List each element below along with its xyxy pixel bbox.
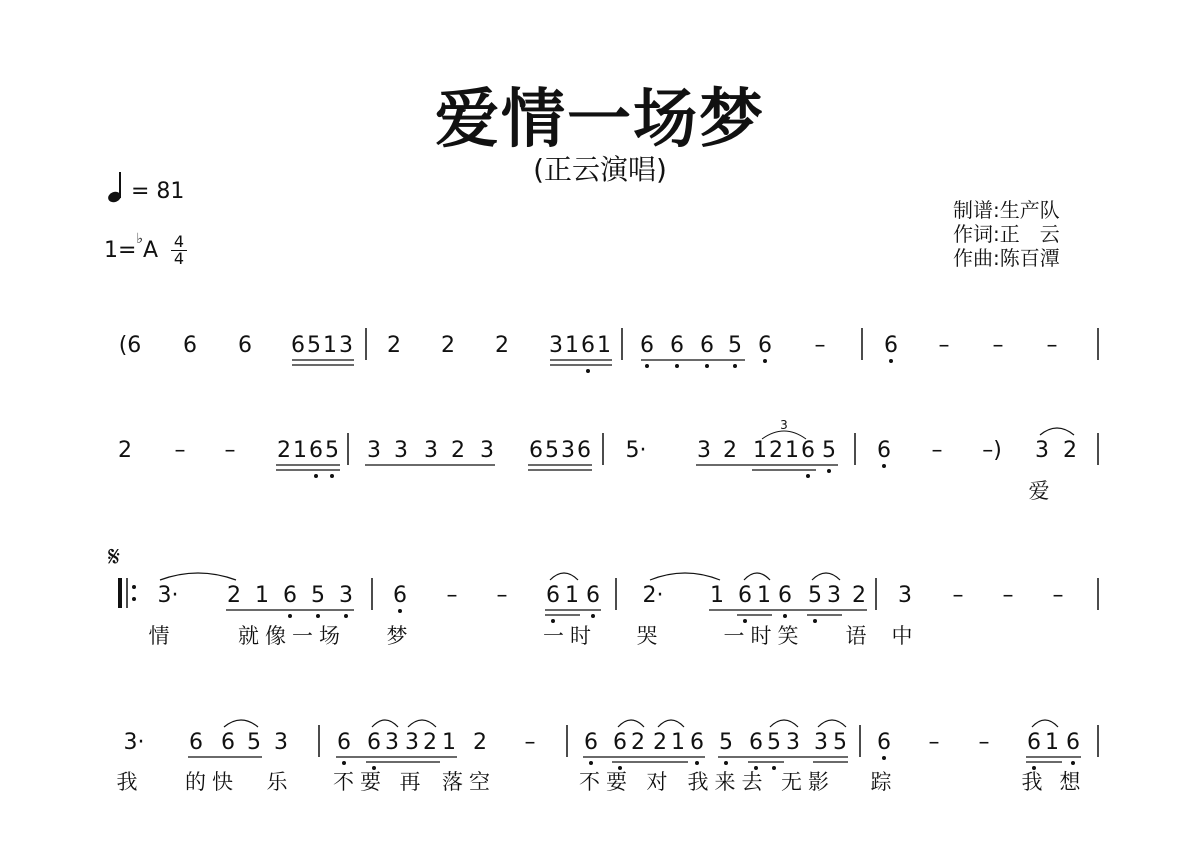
note-3-24: 5	[833, 730, 847, 755]
note-0-18: 6	[758, 333, 772, 358]
slur-arc	[658, 720, 684, 727]
note-1-2: –	[224, 438, 236, 463]
low-octave-dot	[344, 614, 348, 618]
note-0-12: 6	[581, 333, 595, 358]
credit-composer: 作曲:陈百潭	[953, 246, 1060, 270]
low-octave-dot	[589, 761, 593, 765]
note-0-19: –	[814, 333, 826, 358]
slur-arc	[1040, 428, 1074, 435]
note-3-26: –	[928, 730, 940, 755]
note-3-8: 3	[405, 730, 419, 755]
note-2-3: 6	[283, 583, 297, 608]
low-octave-dot	[763, 359, 767, 363]
note-0-3: 6	[291, 333, 305, 358]
slur-arc	[372, 720, 398, 727]
low-octave-dot	[314, 474, 318, 478]
repeat-dot	[132, 585, 136, 589]
note-1-20: 2	[769, 438, 783, 463]
note-0-5: 1	[323, 333, 337, 358]
note-1-16: 5·	[625, 438, 647, 463]
triplet-label: 3	[780, 418, 788, 432]
meter-top: 4	[173, 232, 185, 251]
meter-bottom: 4	[173, 249, 185, 268]
low-octave-dot	[806, 474, 810, 478]
low-octave-dot	[772, 766, 776, 770]
note-3-23: 3	[814, 730, 828, 755]
lyric-3-11: 我	[1021, 770, 1049, 794]
low-octave-dot	[586, 369, 590, 373]
note-3-11: 2	[473, 730, 487, 755]
low-octave-dot	[783, 614, 787, 618]
slur-arc	[618, 720, 644, 727]
note-3-2: 6	[221, 730, 235, 755]
lyric-3-6: 不要	[579, 770, 633, 794]
lyric-3-7: 对	[646, 770, 674, 794]
low-octave-dot	[695, 761, 699, 765]
flat-sign: ♭	[136, 231, 144, 247]
note-3-16: 2	[653, 730, 667, 755]
note-1-25: –	[931, 438, 943, 463]
note-2-11: 6	[586, 583, 600, 608]
lyric-2-6: 语	[845, 624, 873, 648]
slur-arc	[650, 573, 720, 580]
note-3-21: 5	[767, 730, 781, 755]
note-0-16: 6	[700, 333, 714, 358]
lyric-2-3: 一时	[543, 624, 597, 648]
note-0-13: 1	[597, 333, 611, 358]
note-1-12: 6	[529, 438, 543, 463]
note-2-23: –	[1052, 583, 1064, 608]
song-subtitle: (正云演唱)	[533, 153, 667, 186]
note-3-5: 6	[337, 730, 351, 755]
note-3-29: 1	[1045, 730, 1059, 755]
note-0-17: 5	[728, 333, 742, 358]
note-1-24: 6	[877, 438, 891, 463]
low-octave-dot	[645, 364, 649, 368]
note-1-23: 5	[822, 438, 836, 463]
note-3-19: 5	[719, 730, 733, 755]
note-2-0: 3·	[157, 583, 179, 608]
note-1-15: 6	[577, 438, 591, 463]
song-title: 爱情一场梦	[435, 83, 765, 157]
note-0-2: 6	[238, 333, 252, 358]
note-0-20: 6	[884, 333, 898, 358]
lyric-2-0: 情	[148, 624, 176, 648]
note-0-10: 3	[549, 333, 563, 358]
note-1-11: 3	[480, 438, 494, 463]
note-1-13: 5	[545, 438, 559, 463]
note-2-19: 2	[852, 583, 866, 608]
note-3-27: –	[978, 730, 990, 755]
lyric-2-1: 就像一场	[238, 624, 346, 648]
note-0-21: –	[938, 333, 950, 358]
note-3-1: 6	[189, 730, 203, 755]
note-2-5: 3	[339, 583, 353, 608]
note-0-23: –	[1046, 333, 1058, 358]
note-1-8: 3	[394, 438, 408, 463]
note-3-30: 6	[1066, 730, 1080, 755]
note-3-25: 6	[877, 730, 891, 755]
note-1-19: 1	[753, 438, 767, 463]
note-2-8: –	[496, 583, 508, 608]
low-octave-dot	[882, 756, 886, 760]
note-2-13: 1	[710, 583, 724, 608]
note-2-7: –	[446, 583, 458, 608]
repeat-start-thick	[118, 578, 122, 608]
note-3-3: 5	[247, 730, 261, 755]
lyric-3-10: 踪	[870, 770, 898, 794]
note-1-0: 2	[118, 438, 132, 463]
note-3-20: 6	[749, 730, 763, 755]
slur-arc	[408, 720, 436, 727]
note-2-12: 2·	[642, 583, 664, 608]
note-1-9: 3	[424, 438, 438, 463]
note-2-4: 5	[311, 583, 325, 608]
slur-arc	[1032, 720, 1058, 727]
lyric-2-7: 中	[891, 624, 919, 648]
note-2-21: –	[952, 583, 964, 608]
low-octave-dot	[1071, 761, 1075, 765]
note-1-21: 1	[785, 438, 799, 463]
note-3-12: –	[524, 730, 536, 755]
note-2-15: 1	[757, 583, 771, 608]
note-0-11: 1	[565, 333, 579, 358]
note-0-1: 6	[183, 333, 197, 358]
low-octave-dot	[330, 474, 334, 478]
note-0-14: 6	[640, 333, 654, 358]
note-0-9: 2	[495, 333, 509, 358]
note-0-7: 2	[387, 333, 401, 358]
note-3-22: 3	[786, 730, 800, 755]
note-3-9: 2	[423, 730, 437, 755]
note-2-18: 3	[827, 583, 841, 608]
note-0-15: 6	[670, 333, 684, 358]
note-1-28: 2	[1063, 438, 1077, 463]
note-1-4: 1	[293, 438, 307, 463]
credit-lyricist: 作词:正 云	[953, 222, 1060, 246]
low-octave-dot	[733, 364, 737, 368]
note-2-20: 3	[898, 583, 912, 608]
low-octave-dot	[882, 464, 886, 468]
tempo-value: = 81	[131, 179, 185, 204]
note-1-3: 2	[277, 438, 291, 463]
note-1-10: 2	[451, 438, 465, 463]
note-3-28: 6	[1027, 730, 1041, 755]
note-1-5: 6	[309, 438, 323, 463]
slur-arc	[224, 720, 258, 727]
note-2-6: 6	[393, 583, 407, 608]
credit-arranger: 制谱:生产队	[953, 198, 1060, 222]
note-3-7: 3	[385, 730, 399, 755]
note-0-8: 2	[441, 333, 455, 358]
note-3-18: 6	[690, 730, 704, 755]
note-1-1: –	[174, 438, 186, 463]
lyric-2-2: 梦	[386, 624, 414, 648]
note-0-4: 5	[307, 333, 321, 358]
note-1-18: 2	[723, 438, 737, 463]
low-octave-dot	[827, 469, 831, 473]
lyric-3-9: 无影	[781, 770, 835, 794]
slur-arc	[818, 720, 846, 727]
note-0-22: –	[992, 333, 1004, 358]
note-3-6: 6	[367, 730, 381, 755]
note-1-22: 6	[801, 438, 815, 463]
lyric-3-1: 的快	[185, 770, 239, 794]
low-octave-dot	[705, 364, 709, 368]
low-octave-dot	[288, 614, 292, 618]
low-octave-dot	[551, 619, 555, 623]
note-0-6: 3	[339, 333, 353, 358]
note-2-14: 6	[738, 583, 752, 608]
slur-arc	[160, 573, 236, 580]
low-octave-dot	[316, 614, 320, 618]
key-letter: A	[143, 238, 159, 263]
lyric-3-3: 不要	[333, 770, 387, 794]
note-2-22: –	[1002, 583, 1014, 608]
slur-arc	[744, 573, 770, 580]
note-1-26: –)	[982, 438, 1002, 463]
note-2-1: 2	[227, 583, 241, 608]
lyric-3-0: 我	[116, 770, 144, 794]
note-1-17: 3	[697, 438, 711, 463]
low-octave-dot	[813, 619, 817, 623]
note-3-13: 6	[584, 730, 598, 755]
note-1-14: 3	[561, 438, 575, 463]
note-0-0: (6	[118, 333, 142, 358]
lyric-2-4: 哭	[636, 624, 664, 648]
low-octave-dot	[724, 761, 728, 765]
lyric-3-5: 落空	[442, 770, 496, 794]
segno-sign: 𝄋	[108, 540, 121, 573]
repeat-dot	[132, 597, 136, 601]
slur-arc	[550, 573, 578, 580]
lyric-3-2: 乐	[266, 770, 294, 794]
lyric-1-0: 爱	[1028, 479, 1056, 503]
note-3-17: 1	[671, 730, 685, 755]
low-octave-dot	[591, 614, 595, 618]
low-octave-dot	[398, 609, 402, 613]
note-3-14: 6	[613, 730, 627, 755]
note-3-10: 1	[442, 730, 456, 755]
low-octave-dot	[342, 761, 346, 765]
lyric-3-12: 想	[1059, 770, 1087, 794]
slur-arc	[770, 720, 798, 727]
note-2-10: 1	[565, 583, 579, 608]
note-1-27: 3	[1035, 438, 1049, 463]
low-octave-dot	[743, 619, 747, 623]
note-2-2: 1	[255, 583, 269, 608]
lyric-3-4: 再	[399, 770, 427, 794]
note-3-4: 3	[274, 730, 288, 755]
note-2-16: 6	[778, 583, 792, 608]
lyric-2-5: 一时笑	[723, 624, 805, 648]
note-1-7: 3	[367, 438, 381, 463]
slur-arc	[812, 573, 840, 580]
note-2-9: 6	[546, 583, 560, 608]
note-2-17: 5	[808, 583, 822, 608]
low-octave-dot	[675, 364, 679, 368]
note-3-0: 3·	[123, 730, 145, 755]
key-prefix: 1=	[104, 238, 137, 263]
note-3-15: 2	[631, 730, 645, 755]
lyric-3-8: 我来去	[687, 770, 769, 794]
note-1-6: 5	[325, 438, 339, 463]
low-octave-dot	[889, 359, 893, 363]
